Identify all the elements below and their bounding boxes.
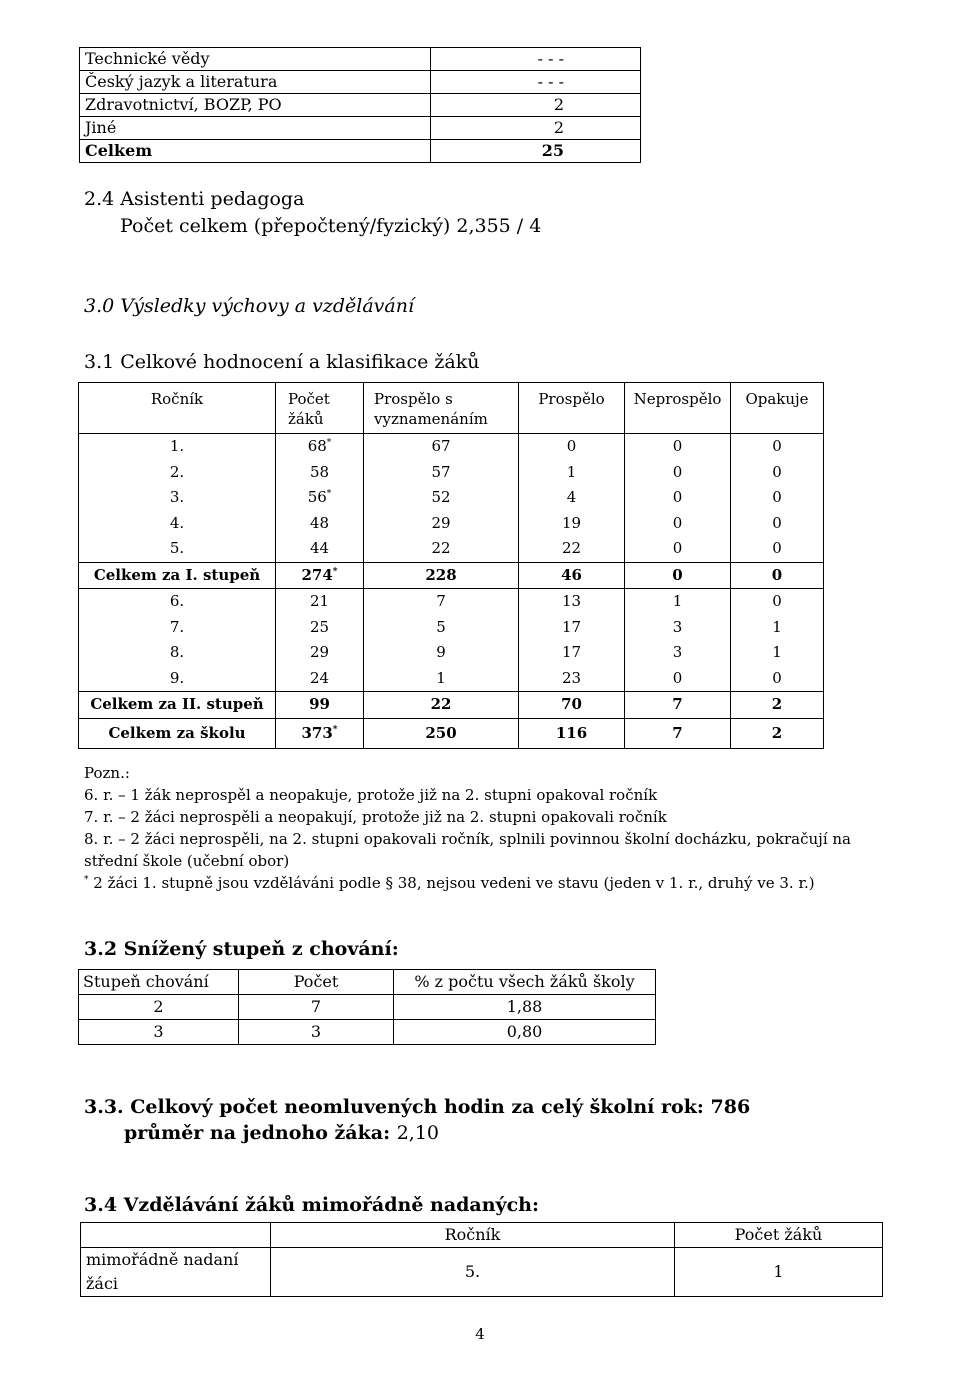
cell-honors: 5 (364, 615, 519, 641)
row-label: Celkem (80, 140, 431, 163)
table-row (80, 48, 641, 71)
row-label: Jiné (80, 117, 431, 140)
cell-honors: 57 (364, 460, 519, 486)
cell-repeats: 2 (731, 718, 824, 748)
row-value: 2 (431, 94, 641, 117)
cell-honors: 1 (364, 666, 519, 692)
table-row (80, 117, 641, 140)
cell-honors: 250 (364, 718, 519, 748)
absence-value: 786 (710, 1096, 751, 1118)
average-value: 2,10 (396, 1122, 440, 1144)
col-header: Počet (239, 970, 394, 995)
cell-passed: 1 (519, 460, 625, 486)
row-value: 2 (431, 117, 641, 140)
row-label: Technické vědy (80, 48, 431, 71)
table-cell: 3 (239, 1020, 394, 1045)
notes-block (84, 762, 851, 894)
table-cell: 2 (79, 995, 239, 1020)
page-number: 4 (475, 1325, 485, 1343)
cell-failed: 0 (625, 536, 731, 562)
table-row (79, 666, 824, 692)
table-row (81, 1248, 883, 1297)
cell-passed: 116 (519, 718, 625, 748)
cell-pupils: 29 (276, 640, 364, 666)
gifted-heading: 3.4 Vzdělávání žáků mimořádně nadaných: (84, 1194, 539, 1216)
cell-pupils: 99 (276, 692, 364, 719)
table-cell: mimořádně nadaní žáci (81, 1248, 271, 1297)
col-header-passed: Prospělo (519, 383, 625, 434)
cell-pupils: 48 (276, 511, 364, 537)
cell-failed: 0 (625, 485, 731, 511)
table-row (79, 615, 824, 641)
behaviour-table (78, 969, 656, 1045)
assistants-heading: 2.4 Asistenti pedagoga (84, 188, 305, 210)
absence-line (84, 1096, 750, 1118)
cell-grade: 7. (79, 615, 276, 641)
col-header-grade: Ročník (79, 383, 276, 434)
table-row-total (79, 718, 824, 748)
cell-repeats: 0 (731, 460, 824, 486)
average-label: průměr na jednoho žáka: (124, 1122, 391, 1144)
table-row (79, 995, 656, 1020)
cell-passed: 22 (519, 536, 625, 562)
cell-grade: 4. (79, 511, 276, 537)
cell-pupils: 24 (276, 666, 364, 692)
cell-failed: 0 (625, 562, 731, 589)
table-header-row (79, 383, 824, 434)
cell-repeats: 0 (731, 536, 824, 562)
cell-honors: 22 (364, 536, 519, 562)
cell-pupils: 56* (276, 485, 364, 511)
cell-passed: 17 (519, 640, 625, 666)
cell-pupils: 21 (276, 589, 364, 615)
cell-pupils: 373* (276, 718, 364, 748)
cell-honors: 228 (364, 562, 519, 589)
table-row (79, 434, 824, 460)
grades-table (78, 382, 824, 749)
table-cell: 0,80 (394, 1020, 656, 1045)
cell-passed: 46 (519, 562, 625, 589)
cell-pupils: 58 (276, 460, 364, 486)
cell-failed: 3 (625, 640, 731, 666)
cell-grade: Celkem za II. stupeň (79, 692, 276, 719)
cell-grade: 1. (79, 434, 276, 460)
cell-passed: 23 (519, 666, 625, 692)
absence-label: 3.3. Celkový počet neomluvených hodin za celý školní rok: (84, 1096, 704, 1118)
cell-grade: 3. (79, 485, 276, 511)
cell-repeats: 0 (731, 485, 824, 511)
row-value: - - - (431, 48, 641, 71)
cell-failed: 1 (625, 589, 731, 615)
row-value: - - - (431, 71, 641, 94)
cell-repeats: 0 (731, 434, 824, 460)
cell-passed: 0 (519, 434, 625, 460)
cell-repeats: 1 (731, 640, 824, 666)
cell-passed: 70 (519, 692, 625, 719)
table-row-total (80, 140, 641, 163)
footnote-marker: * (332, 566, 338, 577)
cell-grade: Celkem za školu (79, 718, 276, 748)
col-header: % z počtu všech žáků školy (394, 970, 656, 995)
cell-grade: 2. (79, 460, 276, 486)
cell-grade: 5. (79, 536, 276, 562)
cell-repeats: 1 (731, 615, 824, 641)
cell-honors: 7 (364, 589, 519, 615)
table-row-total (79, 692, 824, 719)
table-cell: 1 (675, 1248, 883, 1297)
gifted-table (80, 1222, 883, 1297)
cell-grade: 6. (79, 589, 276, 615)
table-cell: 7 (239, 995, 394, 1020)
col-header-pupils: Počet žáků (276, 383, 364, 434)
col-header-honors: Prospělo s vyznamenáním (364, 383, 519, 434)
cell-pupils: 25 (276, 615, 364, 641)
col-header: Počet žáků (675, 1223, 883, 1248)
cell-failed: 7 (625, 718, 731, 748)
cell-pupils: 44 (276, 536, 364, 562)
cell-honors: 29 (364, 511, 519, 537)
note-line: 6. r. – 1 žák neprospěl a neopakuje, protože již na 2. stupni opakoval ročník (84, 786, 658, 804)
cell-pupils: 274* (276, 562, 364, 589)
note-line: střední škole (učební obor) (84, 852, 290, 870)
cell-failed: 7 (625, 692, 731, 719)
footnote-marker: * (326, 438, 332, 448)
cell-repeats: 2 (731, 692, 824, 719)
cell-failed: 0 (625, 666, 731, 692)
table-header-row (81, 1223, 883, 1248)
table-row (79, 485, 824, 511)
table-row (80, 71, 641, 94)
table-row (79, 589, 824, 615)
cell-passed: 4 (519, 485, 625, 511)
cell-failed: 3 (625, 615, 731, 641)
col-header (81, 1223, 271, 1248)
table-row (79, 511, 824, 537)
assistants-count: Počet celkem (přepočtený/fyzický) 2,355 / 4 (120, 215, 542, 237)
table-row (79, 536, 824, 562)
grades-body (79, 434, 824, 749)
cell-passed: 17 (519, 615, 625, 641)
cell-grade: 9. (79, 666, 276, 692)
cell-repeats: 0 (731, 666, 824, 692)
table-cell: 3 (79, 1020, 239, 1045)
table-cell: 1,88 (394, 995, 656, 1020)
table-row (79, 460, 824, 486)
cell-grade: Celkem za I. stupeň (79, 562, 276, 589)
table-row (80, 94, 641, 117)
col-header-failed: Neprospělo (625, 383, 731, 434)
note-line: 7. r. – 2 žáci neprospěli a neopakují, protože již na 2. stupni opakovali ročník (84, 808, 667, 826)
cell-honors: 9 (364, 640, 519, 666)
table-header-row (79, 970, 656, 995)
cell-passed: 19 (519, 511, 625, 537)
row-value: 25 (431, 140, 641, 163)
teachers-table (79, 47, 641, 163)
table-cell: 5. (271, 1248, 675, 1297)
cell-failed: 0 (625, 460, 731, 486)
results-heading: 3.0 Výsledky výchovy a vzdělávání (84, 295, 415, 317)
cell-grade: 8. (79, 640, 276, 666)
footnote-marker: * (332, 724, 338, 735)
cell-failed: 0 (625, 434, 731, 460)
note-line: 8. r. – 2 žáci neprospěli, na 2. stupni opakovali ročník, splnili povinnou školní docházku, pokračují na (84, 830, 851, 848)
absence-average (124, 1122, 439, 1144)
note-line: * 2 žáci 1. stupně jsou vzděláváni podle § 38, nejsou vedeni ve stavu (jeden v 1. r., druhý ve 3. r.) (84, 874, 815, 892)
cell-honors: 52 (364, 485, 519, 511)
footnote-marker: * (326, 489, 332, 499)
cell-repeats: 0 (731, 562, 824, 589)
table-row-total (79, 562, 824, 589)
row-label: Český jazyk a literatura (80, 71, 431, 94)
notes-title: Pozn.: (84, 764, 130, 782)
table-row (79, 640, 824, 666)
cell-honors: 22 (364, 692, 519, 719)
cell-pupils: 68* (276, 434, 364, 460)
cell-failed: 0 (625, 511, 731, 537)
col-header: Stupeň chování (79, 970, 239, 995)
cell-repeats: 0 (731, 589, 824, 615)
grades-heading: 3.1 Celkové hodnocení a klasifikace žáků (84, 351, 480, 373)
row-label: Zdravotnictví, BOZP, PO (80, 94, 431, 117)
table-row (79, 1020, 656, 1045)
cell-honors: 67 (364, 434, 519, 460)
col-header-repeats: Opakuje (731, 383, 824, 434)
behaviour-heading: 3.2 Snížený stupeň z chování: (84, 938, 399, 960)
cell-repeats: 0 (731, 511, 824, 537)
cell-passed: 13 (519, 589, 625, 615)
col-header: Ročník (271, 1223, 675, 1248)
